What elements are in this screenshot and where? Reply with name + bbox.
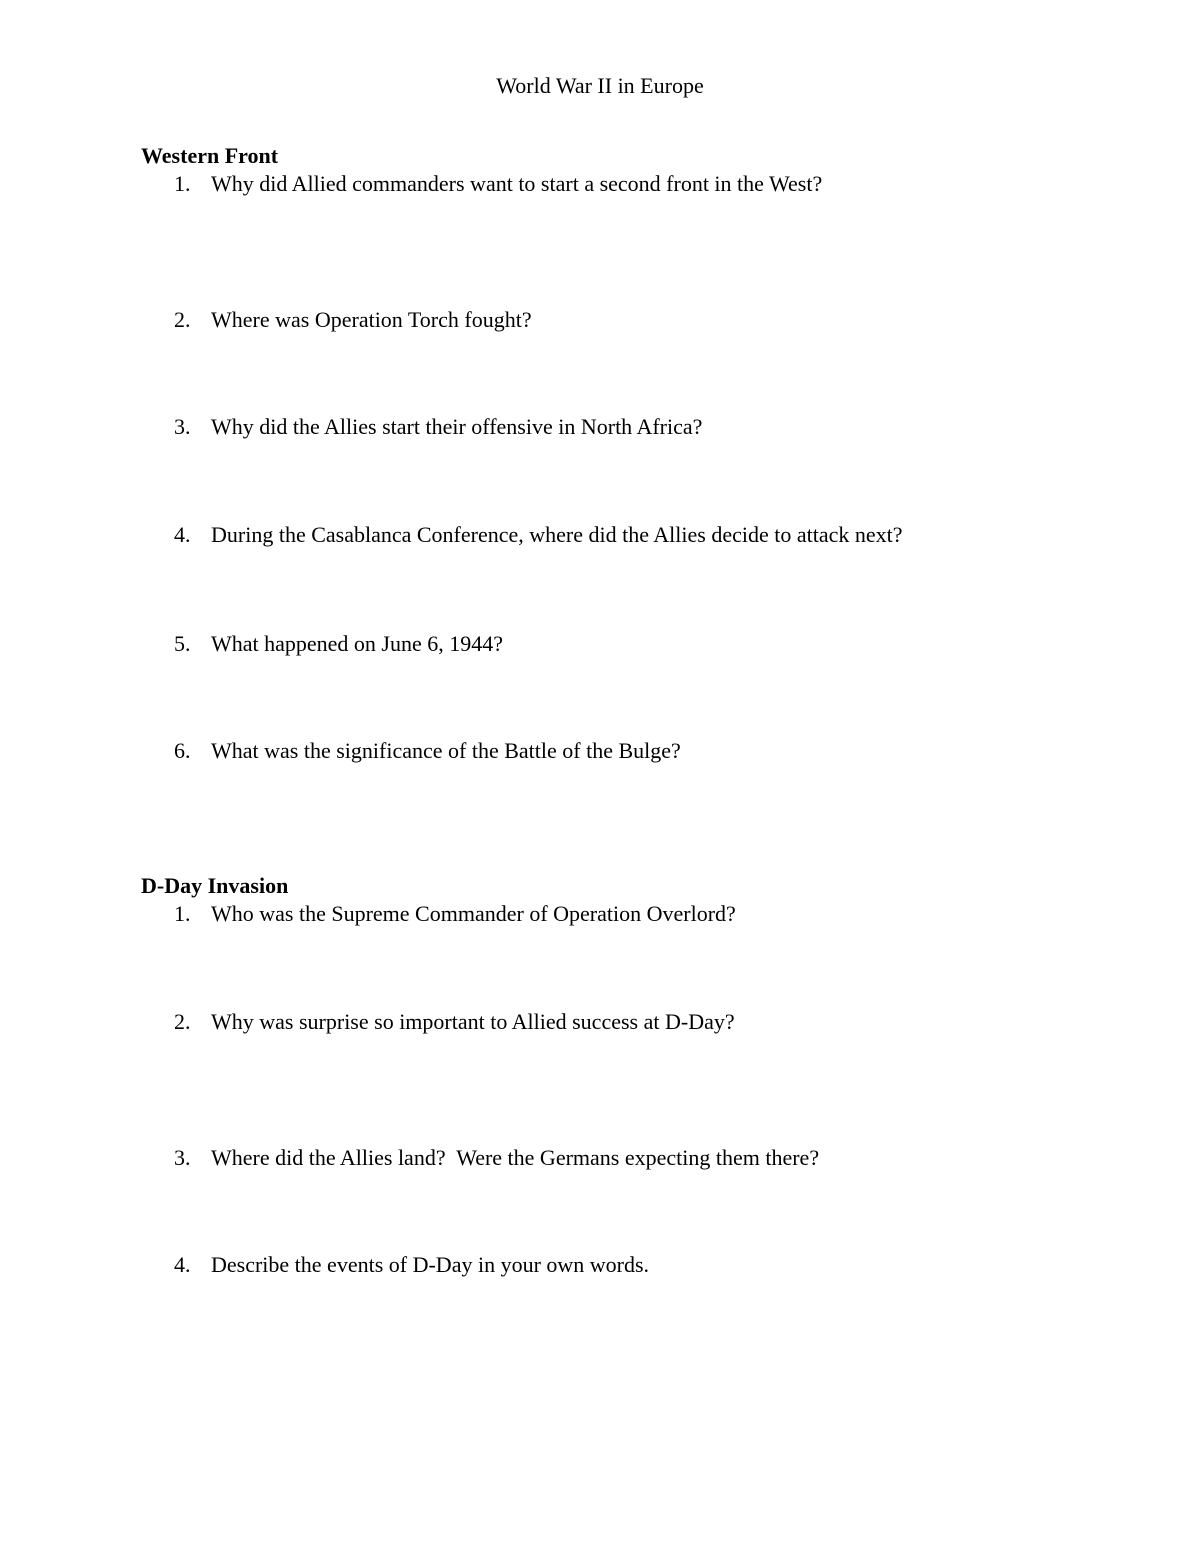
question-western-front-3	[174, 413, 702, 441]
question-number: 1.	[174, 171, 191, 196]
question-western-front-2	[174, 306, 532, 334]
question-number: 3.	[174, 1145, 191, 1170]
question-text: What was the significance of the Battle of the Bulge?	[211, 738, 681, 763]
question-number: 4.	[174, 522, 191, 547]
question-number: 1.	[174, 901, 191, 926]
question-western-front-1	[174, 170, 822, 198]
question-d-day-2	[174, 1008, 735, 1036]
question-text: Where did the Allies land? Were the Germans expecting them there?	[211, 1145, 820, 1170]
section-heading-d-day-invasion: D-Day Invasion	[141, 873, 289, 898]
question-number: 6.	[174, 738, 191, 763]
question-text: Why did Allied commanders want to start a second front in the West?	[211, 171, 823, 196]
question-western-front-4	[174, 521, 903, 549]
question-text: Why did the Allies start their offensive in North Africa?	[211, 414, 703, 439]
question-text: Where was Operation Torch fought?	[211, 307, 532, 332]
question-number: 3.	[174, 414, 191, 439]
question-d-day-1	[174, 900, 736, 928]
question-text: Who was the Supreme Commander of Operation Overlord?	[211, 901, 736, 926]
question-text: Describe the events of D-Day in your own words.	[211, 1252, 650, 1277]
question-d-day-4	[174, 1251, 649, 1279]
document-title: World War II in Europe	[496, 73, 704, 98]
question-d-day-3	[174, 1144, 819, 1172]
question-text: What happened on June 6, 1944?	[211, 631, 504, 656]
question-text: During the Casablanca Conference, where did the Allies decide to attack next?	[211, 522, 903, 547]
section-heading-western-front: Western Front	[141, 143, 279, 168]
question-number: 5.	[174, 631, 191, 656]
question-number: 2.	[174, 307, 191, 332]
question-number: 4.	[174, 1252, 191, 1277]
question-number: 2.	[174, 1009, 191, 1034]
question-western-front-5	[174, 630, 503, 658]
question-western-front-6	[174, 737, 681, 765]
question-text: Why was surprise so important to Allied success at D-Day?	[211, 1009, 735, 1034]
